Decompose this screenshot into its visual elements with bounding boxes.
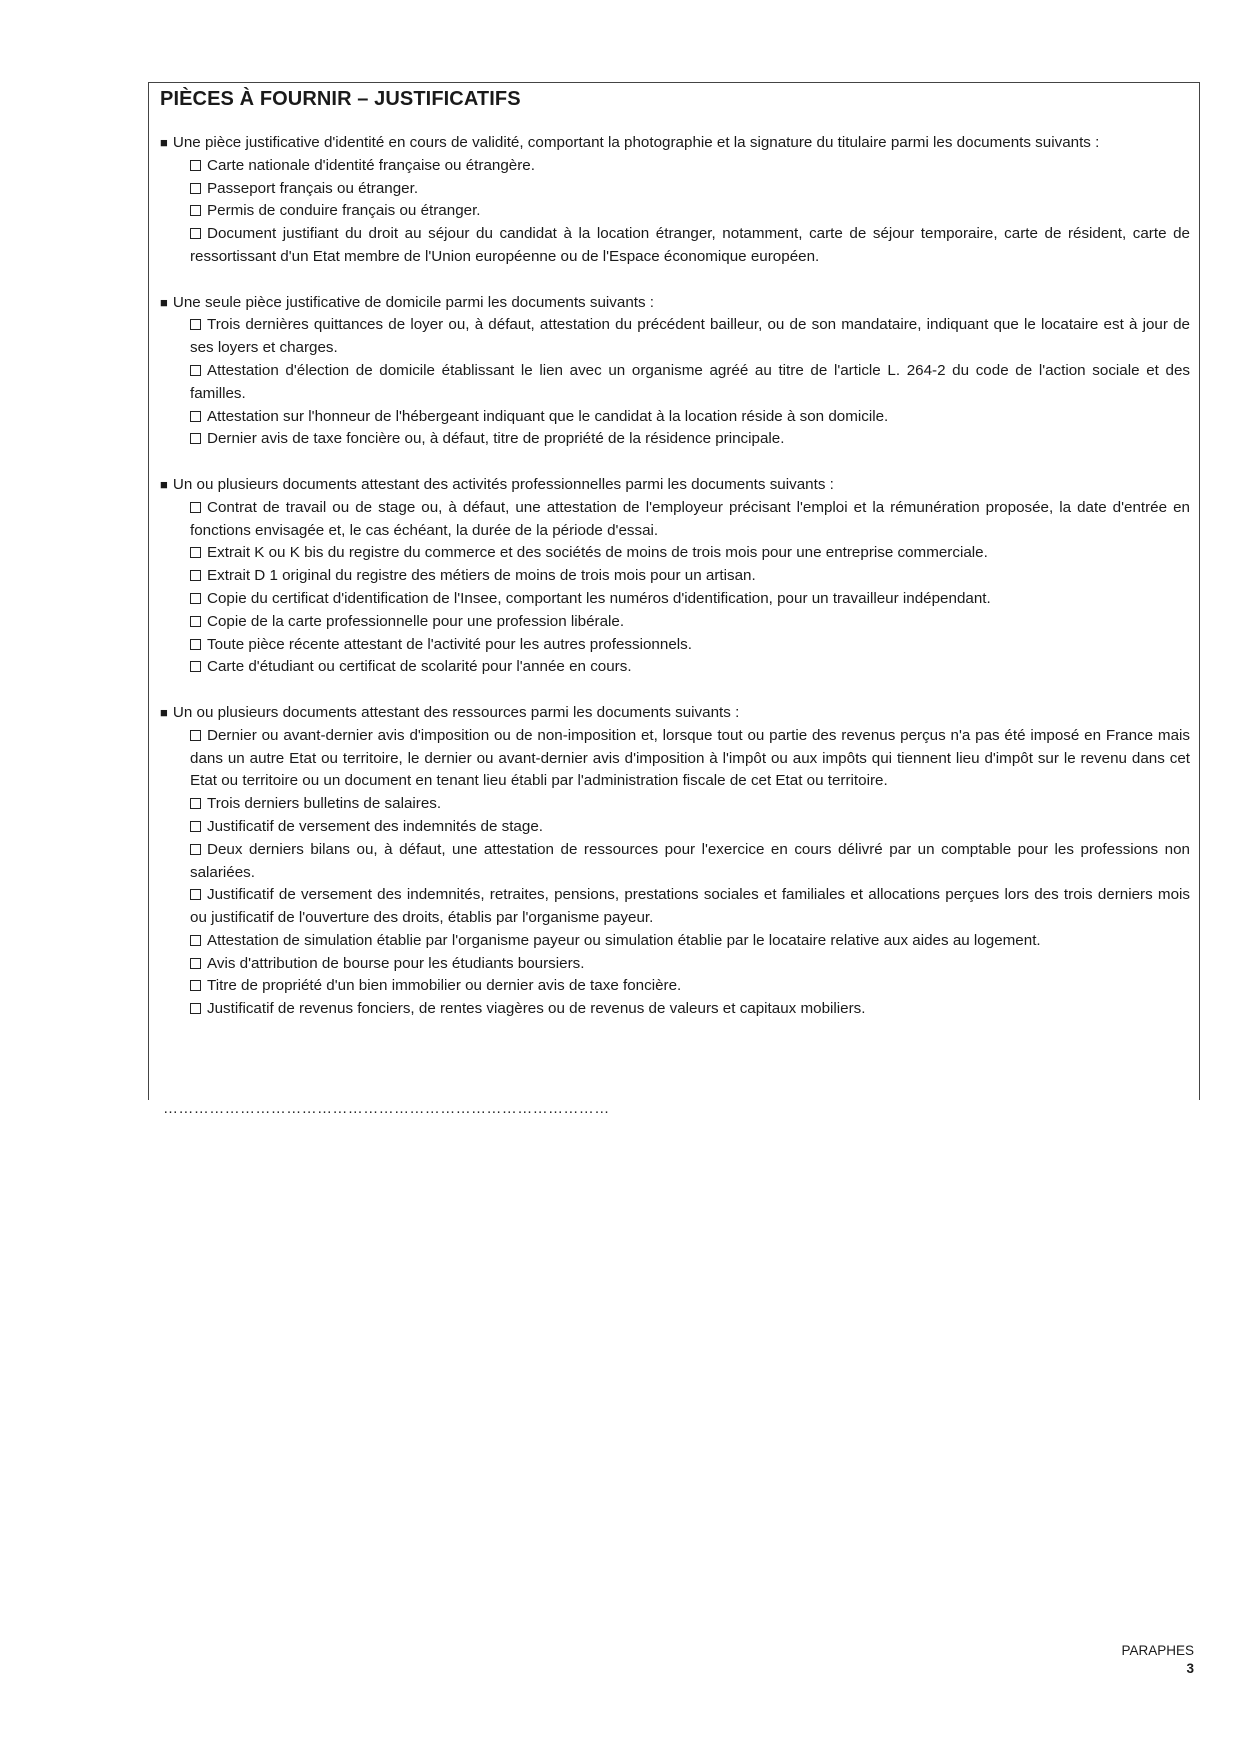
document-item [190,656,1190,679]
group-intro-text: Une seule pièce justificative de domicile parmi les documents suivants : [172,293,655,311]
group-intro [160,292,1190,315]
document-group [160,132,1190,269]
document-item-label: Passeport français ou étranger. [207,179,419,197]
document-list [160,725,1190,1021]
document-item-label: Dernier ou avant-dernier avis d'imposition ou de non-imposition et, lorsque tout ou partie des revenus perçus n'a pas été imposé en France mais dans un autre Etat ou territoire, le dernier ou avant-dernier avis d'imposition à l'impôt ou aux impôts qui tiennent lieu d'impôt sur le revenu dans cet Etat ou territoire ou un document en tenant lieu établi par l'administration fiscale de cet Etat ou territoire. [190,726,1190,790]
document-list [160,155,1190,269]
document-item-label: Trois dernières quittances de loyer ou, à défaut, attestation du précédent bailleur, ou de son mandataire, indiquant que le locataire est à jour de ses loyers et charges. [190,316,1190,357]
document-item-label: Dernier avis de taxe foncière ou, à défaut, titre de propriété de la résidence principale. [207,430,785,448]
document-item [190,178,1190,201]
document-item-label: Copie de la carte professionnelle pour une profession libérale. [207,612,625,630]
document-item [190,725,1190,793]
checkbox[interactable] [190,228,201,239]
document-item-label: Extrait K ou K bis du registre du commerce et des sociétés de moins de trois mois pour une entreprise commerciale. [207,544,988,562]
checkbox[interactable] [190,205,201,216]
document-item [190,588,1190,611]
checkbox[interactable] [190,844,201,855]
document-item [190,223,1190,269]
square-bullet-icon: ■ [160,294,168,310]
document-item-label: Toute pièce récente attestant de l'activité pour les autres professionnels. [207,635,692,653]
group-intro-text: Un ou plusieurs documents attestant des activités professionnelles parmi les documents suivants : [172,475,834,493]
document-groups [160,132,1190,1021]
square-bullet-icon: ■ [160,704,168,720]
document-item [190,998,1190,1021]
document-item [190,360,1190,406]
checkbox[interactable] [190,183,201,194]
section-title: PIÈCES À FOURNIR – JUSTIFICATIFS [160,88,521,110]
document-item [190,542,1190,565]
group-intro [160,702,1190,725]
square-bullet-icon: ■ [160,135,168,150]
document-group [160,702,1190,1021]
checkbox[interactable] [190,411,201,422]
document-item [190,884,1190,930]
group-intro [160,474,1190,497]
document-item-label: Justificatif de versement des indemnités, retraites, pensions, prestations sociales et familiales et allocations perçues lors des trois derniers mois ou justificatif de l'ouverture des droits, établis par l'organisme payeur. [190,886,1190,927]
checkbox[interactable] [190,935,201,946]
document-item [190,497,1190,543]
document-item [190,839,1190,885]
document-item [190,930,1190,953]
checkbox[interactable] [190,980,201,991]
document-item-label: Attestation sur l'honneur de l'hébergeant indiquant que le candidat à la location réside à son domicile. [207,407,889,425]
page-number: 3 [1186,1661,1194,1676]
justificatifs-section [160,86,1190,1044]
checkbox[interactable] [190,502,201,513]
document-item-label: Justificatif de revenus fonciers, de rentes viagères ou de revenus de valeurs et capitaux mobiliers. [207,1000,866,1018]
document-item [190,953,1190,976]
checkbox[interactable] [190,798,201,809]
document-item-label: Document justifiant du droit au séjour du candidat à la location étranger, notamment, carte de séjour temporaire, carte de résident, carte de ressortissant d'un Etat membre de l'Union européenne ou de l'Espace économique européen. [190,225,1190,265]
checkbox[interactable] [190,821,201,832]
document-item-label: Trois derniers bulletins de salaires. [207,795,442,813]
checkbox[interactable] [190,889,201,900]
document-item [190,406,1190,429]
checkbox[interactable] [190,365,201,376]
document-item-label: Carte d'étudiant ou certificat de scolarité pour l'année en cours. [207,658,632,676]
group-intro-text: Un ou plusieurs documents attestant des ressources parmi les documents suivants : [172,703,740,721]
document-item [190,565,1190,588]
document-item-label: Contrat de travail ou de stage ou, à défaut, une attestation de l'employeur précisant l'emploi et la rémunération proposée, la date d'entrée en fonctions envisagée et, le cas échéant, la durée de la période d'essai. [190,498,1190,539]
checkbox[interactable] [190,570,201,581]
document-item-label: Carte nationale d'identité française ou étrangère. [207,156,535,174]
document-item-label: Avis d'attribution de bourse pour les étudiants boursiers. [207,954,585,972]
document-item [190,611,1190,634]
checkbox[interactable] [190,730,201,741]
document-item [190,793,1190,816]
checkbox[interactable] [190,958,201,969]
checkbox[interactable] [190,547,201,558]
document-item-label: Justificatif de versement des indemnités de stage. [207,817,543,835]
checkbox[interactable] [190,433,201,444]
document-list [160,314,1190,451]
checkbox[interactable] [190,593,201,604]
checkbox[interactable] [190,639,201,650]
dotted-line: …………………………………………………………………………… [163,1100,610,1117]
group-intro [160,132,1190,155]
document-item-label: Extrait D 1 original du registre des métiers de moins de trois mois pour un artisan. [207,567,756,585]
document-item-label: Copie du certificat d'identification de l'Insee, comportant les numéros d'identification, pour un travailleur indépendant. [207,589,991,607]
checkbox[interactable] [190,616,201,627]
checkbox[interactable] [190,1003,201,1014]
paraphes-label: PARAPHES [1121,1643,1194,1658]
document-item-label: Deux derniers bilans ou, à défaut, une attestation de ressources pour l'exercice en cours délivré par un comptable pour les professions non salariées. [190,840,1190,881]
document-item [190,975,1190,998]
document-item [190,200,1190,223]
document-item [190,634,1190,657]
document-item-label: Attestation d'élection de domicile établissant le lien avec un organisme agréé au titre de l'article L. 264-2 du code de l'action sociale et des familles. [190,361,1190,402]
document-item [190,428,1190,451]
square-bullet-icon: ■ [160,476,168,492]
group-intro-text: Une pièce justificative d'identité en cours de validité, comportant la photographie et la signature du titulaire parmi les documents suivants : [172,134,1100,151]
document-item [190,816,1190,839]
checkbox[interactable] [190,160,201,171]
document-item [190,155,1190,178]
document-group [160,292,1190,452]
document-group [160,474,1190,679]
document-item-label: Attestation de simulation établie par l'organisme payeur ou simulation établie par le locataire relative aux aides au logement. [207,931,1041,949]
document-item [190,314,1190,360]
document-list [160,497,1190,679]
document-item-label: Permis de conduire français ou étranger. [207,202,481,220]
checkbox[interactable] [190,661,201,672]
page-footer [1121,1642,1194,1678]
checkbox[interactable] [190,319,201,330]
document-item-label: Titre de propriété d'un bien immobilier ou dernier avis de taxe foncière. [207,977,682,995]
